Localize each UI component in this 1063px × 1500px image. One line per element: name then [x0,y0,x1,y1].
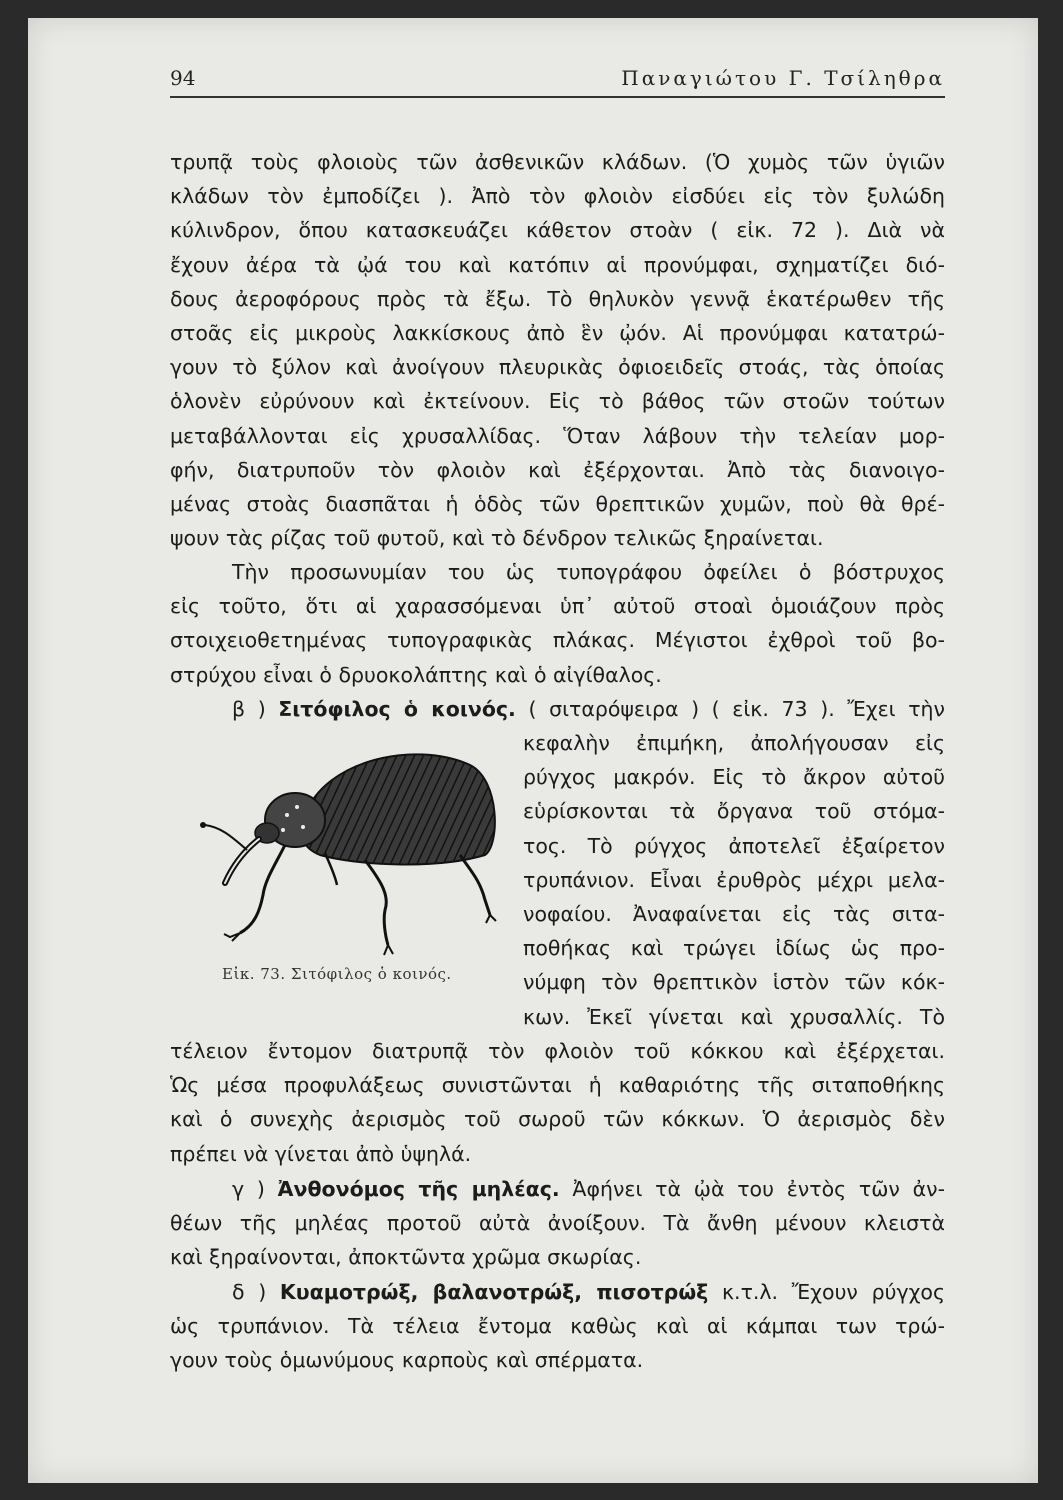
text-line: κλάδων τὸν ἐμποδίζει ). Ἀπὸ τὸν φλοιὸν εἰσδύει εἰς τὸν ξυλώδη [170,184,945,209]
text-line: εἰς τοῦτο, ὅτι αἱ χαρασσόμεναι ὑπ᾽ αὐτοῦ στοαὶ ὁμοιάζουν πρὸς [170,594,945,619]
text-line [170,692,945,726]
text-line: πρέπει νὰ γίνεται ἀπὸ ὑψηλά. [170,1141,472,1166]
text-line: ὁλονὲν εὐρύνουν καὶ ἐκτείνουν. Εἰς τὸ βάθος τῶν στοῶν τούτων [170,389,945,414]
text-line: γουν τὸ ξύλον καὶ ἀνοίγουν πλευρικὰς ὀφιοειδεῖς στοάς, τὰς ὁποίας [170,355,945,380]
text-line: εὑρίσκονται τὰ ὄργανα τοῦ στόμα- [523,799,945,824]
text-line: Τὴν προσωνυμίαν του ὡς τυπογράφου ὀφείλει ὁ βόστρυχος [232,560,945,584]
text-line: τέλειον ἔντομον διατρυπᾷ τὸν φλοιὸν τοῦ κόκκου καὶ ἐξέρχεται. [170,1039,945,1063]
text-line: στρύχου εἶναι ὁ δρυοκολάπτης καὶ ὁ αἰγίθαλος. [170,662,662,687]
section-b-prefix: β ) [232,697,279,721]
section-d-heading: Κυαμοτρώξ, βαλανοτρώξ, πισοτρώξ [279,1280,709,1304]
text-line: ποθήκας καὶ τρώγει ἰδίως ὡς προ- [523,936,945,961]
section-c-prefix: γ ) [232,1177,278,1201]
paragraph-2 [170,555,945,692]
section-b-heading: Σιτόφιλος ὁ κοινός. [278,697,516,721]
text-line: κων. Ἐκεῖ γίνεται καὶ χρυσαλλίς. Τὸ [523,1004,945,1029]
text-line: Ὡς μέσα προφυλάξεως συνιστῶνται ἡ καθαριότης τῆς σιταποθήκης [170,1073,945,1098]
text-line: τρυπάνιον. Εἶναι ἐρυθρὸς μέχρι μελα- [523,867,945,892]
text-line: γουν τοὺς ὁμωνύμους καρποὺς καὶ σπέρματα. [170,1348,644,1373]
text-line: κεφαλὴν ἐπιμήκη, ἀπολήγουσαν εἰς [523,731,945,755]
text-line: νοφαίου. Ἀναφαίνεται εἰς τὰς σιτα- [523,902,945,927]
text-line: ἔχουν ἀέρα τὰ ᾠά του καὶ κατόπιν αἱ προνύμφαι, σχηματίζει διό- [170,252,945,277]
section-b-column [523,726,945,1034]
section-c [170,1172,945,1275]
text-line: δους ἀεροφόρους πρὸς τὰ ἔξω. Τὸ θηλυκὸν γεννᾷ ἑκατέρωθεν τῆς [170,286,945,311]
text-line: μένας στοὰς διασπᾶται ἡ ὁδὸς τῶν θρεπτικῶν χυμῶν, ποὺ θὰ θρέ- [170,492,945,517]
weevil-illustration-icon [185,735,515,965]
section-c-heading: Ἀνθονόμος τῆς μηλέας. [277,1177,560,1201]
section-d-rest: κ.τ.λ. Ἔχουν ρύγχος [708,1280,945,1304]
text-line: ρύγχος μακρόν. Εἰς τὸ ἄκρον αὐτοῦ [523,765,945,790]
text-line: μεταβάλλονται εἰς χρυσαλλίδας. Ὅταν λάβουν τὴν τελείαν μορ- [170,423,945,448]
text-line: θέων τῆς μηλέας προτοῦ αὐτὰ ἀνοίξουν. Τὰ ἄνθη μένουν κλειστὰ [170,1211,945,1236]
text-line: τρυπᾷ τοὺς φλοιοὺς τῶν ἀσθενικῶν κλάδων. (Ὁ χυμὸς τῶν ὑγιῶν [170,150,945,174]
page-number: 94 [170,66,196,90]
text-line: φήν, διατρυποῦν τὸν φλοιὸν καὶ ἐξέρχονται. Ἀπὸ τὰς διανοιγο- [170,457,945,482]
section-d [170,1275,945,1378]
text-line: στοιχειοθετημένας τυπογραφικὰς πλάκας. Μέγιστοι ἐχθροὶ τοῦ βο- [170,628,945,653]
text-line: στοᾶς εἰς μικροὺς λακκίσκους ἀπὸ ἓν ᾠόν. Αἱ προνύμφαι κατατρώ- [170,321,945,346]
text-line: καὶ ξηραίνονται, ἀποκτῶντα χρῶμα σκωρίας. [170,1245,642,1270]
text-line: ψουν τὰς ρίζας τοῦ φυτοῦ, καὶ τὸ δένδρον τελικῶς ξηραίνεται. [170,526,824,551]
text-line [170,1275,945,1309]
section-d-prefix: δ ) [232,1280,280,1304]
text-line: ὡς τρυπάνιον. Τὰ τέλεια ἔντομα καθὼς καὶ αἱ κάμπαι των τρώ- [170,1314,945,1339]
text-line [170,1172,945,1206]
section-b-rest: ( σιταρόψειρα ) ( εἰκ. 73 ). Ἔχει τὴν [515,697,945,721]
page-header [170,62,945,98]
text-line: καὶ ὁ συνεχὴς ἀερισμὸς τοῦ σωροῦ τῶν κόκκων. Ὁ ἀερισμὸς δὲν [170,1107,945,1132]
section-b-continuation [170,1034,945,1171]
paragraph-1 [170,145,945,555]
running-head-author: Παναγιώτου Γ. Τσίληθρα [621,66,945,90]
text-line: τος. Τὸ ρύγχος ἀποτελεῖ ἐξαίρετον [523,833,945,858]
text-line: νύμφη τὸν θρεπτικὸν ἱστὸν τῶν κόκ- [523,970,945,995]
figure-caption: Εἰκ. 73. Σιτόφιλος ὁ κοινός. [222,965,452,983]
text-line: κύλινδρον, ὅπου κατασκευάζει κάθετον στοὰν ( εἰκ. 72 ). Διὰ νὰ [170,218,945,243]
section-b-heading-line [170,692,945,726]
section-c-rest: Ἀφήνει τὰ ᾠὰ του ἐντὸς τῶν ἀν- [559,1177,945,1201]
